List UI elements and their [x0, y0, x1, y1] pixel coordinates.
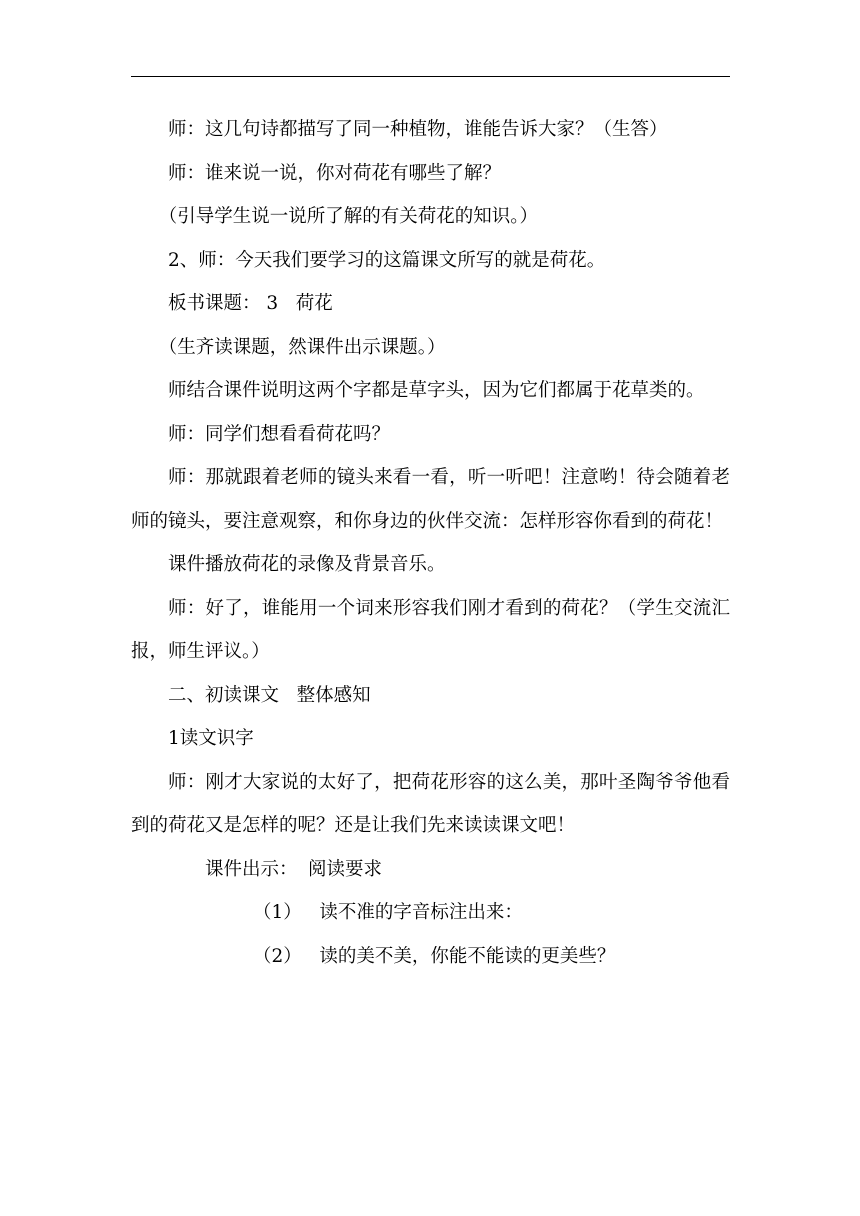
section-heading: 二、初读课文 整体感知 — [168, 684, 371, 706]
paragraph-10: 课件播放荷花的录像及背景音乐。 — [168, 554, 446, 575]
subsection-heading: 1读文识字 — [168, 728, 254, 749]
paragraph-3: （引导学生说一说所了解的有关荷花的知识。） — [158, 206, 539, 227]
paragraph-6: （生齐读课题，然课件出示课题。） — [158, 336, 446, 358]
paragraph-5-board-title: 板书课题： 3 荷花 — [168, 293, 333, 314]
courseware-label: 课件出示： — [205, 858, 298, 880]
paragraph-12: 师：刚才大家说的太好了，把荷花形容的这么美，那叶圣陶爷爷他看到的荷花又是怎样的呢？还是让我们先来读读课文吧！ — [131, 771, 730, 836]
header-rule — [131, 76, 730, 77]
paragraph-4: 2、师：今天我们要学习的这篇课文所写的就是荷花。 — [168, 249, 606, 271]
requirement-item-2: （2） 读的美不美，你能不能读的更美些？ — [253, 945, 616, 967]
paragraph-2: 师：谁来说一说，你对荷花有哪些了解？ — [168, 162, 502, 184]
document-body — [131, 108, 730, 978]
paragraph-8: 师：同学们想看看荷花吗？ — [168, 423, 391, 445]
paragraph-7: 师结合课件说明这两个字都是草字头，因为它们都属于花草类的。 — [168, 380, 705, 401]
paragraph-11: 师：好了，谁能用一个词来形容我们刚才看到的荷花？（学生交流汇报，师生评议。） — [131, 597, 730, 662]
paragraph-9: 师：那就跟着老师的镜头来看一看，听一听吧！注意哟！待会随着老师的镜头，要注意观察，和你身边的伙伴交流：怎样形容你看到的荷花！ — [131, 467, 730, 532]
courseware-line — [131, 848, 730, 892]
courseware-title: 阅读要求 — [308, 858, 383, 880]
requirement-item-1: （1） 读不准的字音标注出来： — [253, 902, 523, 923]
paragraph-1: 师：这几句诗都描写了同一种植物，谁能告诉大家？（生答） — [168, 119, 668, 140]
